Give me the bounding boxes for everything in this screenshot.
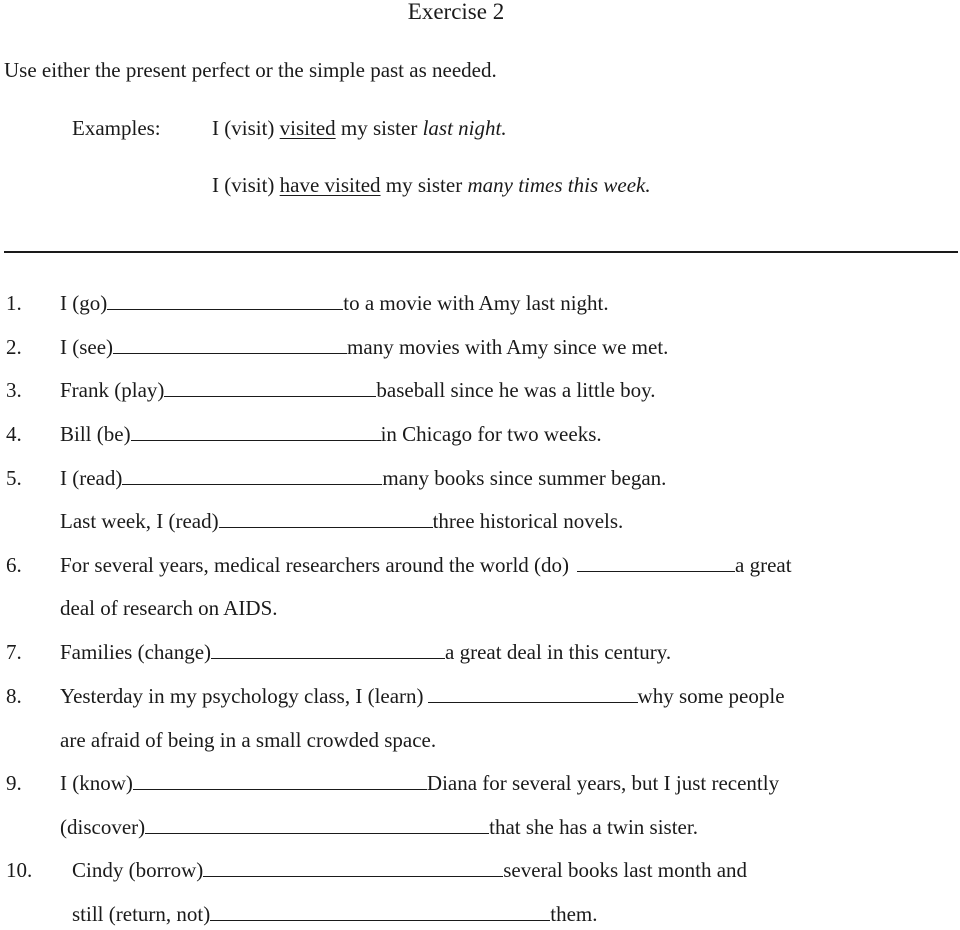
example-2-prompt: I (visit): [212, 173, 275, 197]
answer-blank[interactable]: [211, 642, 445, 659]
item-prompt: Last week, I (read): [60, 509, 219, 533]
answer-blank[interactable]: [219, 511, 433, 528]
item-prompt: Yesterday in my psychology class, I (learn): [60, 684, 424, 708]
divider-line: [4, 251, 958, 253]
item-continuation: baseball since he was a little boy.: [376, 378, 656, 402]
item-number: 6.: [6, 553, 22, 577]
examples-label: Examples:: [72, 116, 161, 140]
answer-blank[interactable]: [164, 380, 376, 397]
example-1: [212, 118, 507, 139]
exercise-item-8: [60, 686, 785, 707]
answer-blank[interactable]: [131, 424, 381, 441]
example-1-answer: visited: [279, 116, 336, 140]
item-continuation: many movies with Amy since we met.: [347, 335, 669, 359]
exercise-item-9b: [60, 817, 698, 838]
item-number: 9.: [6, 771, 22, 795]
item-prompt: I (know): [60, 771, 133, 795]
item-prompt: Frank (play): [60, 378, 165, 402]
item-prompt: I (read): [60, 466, 123, 490]
item-continuation: Diana for several years, but I just recently: [426, 771, 780, 795]
item-continuation: a great: [735, 553, 792, 577]
instructions: Use either the present perfect or the simple past as needed.: [4, 58, 497, 82]
item-number: 10.: [6, 858, 33, 882]
item-prompt: (discover): [60, 815, 146, 839]
item-number: 1.: [6, 291, 22, 315]
answer-blank[interactable]: [133, 773, 427, 790]
exercise-item-9: [60, 773, 779, 794]
example-1-time: last night.: [422, 116, 507, 140]
item-prompt: Bill (be): [60, 422, 131, 446]
exercise-item-10b: [72, 904, 597, 925]
exercise-item-1: [60, 293, 609, 314]
item-prompt: Families (change): [60, 640, 212, 664]
exercise-item-6-cont: deal of research on AIDS.: [60, 596, 278, 620]
exercise-item-10: [72, 860, 747, 881]
item-prompt: For several years, medical researchers around the world (do): [60, 553, 570, 577]
exercise-item-7: [60, 642, 671, 663]
item-prompt: I (go): [60, 291, 108, 315]
item-number: 5.: [6, 466, 22, 490]
example-2: [212, 175, 651, 196]
item-continuation: three historical novels.: [432, 509, 624, 533]
example-1-prompt: I (visit): [212, 116, 275, 140]
exercise-item-5: [60, 468, 666, 489]
item-number: 7.: [6, 640, 22, 664]
exercise-item-4: [60, 424, 602, 445]
exercise-item-3: [60, 380, 656, 401]
item-continuation: that she has a twin sister.: [489, 815, 698, 839]
example-1-object: my sister: [340, 116, 418, 140]
item-continuation: to a movie with Amy last night.: [343, 291, 609, 315]
item-continuation: why some people: [637, 684, 785, 708]
answer-blank[interactable]: [107, 293, 343, 310]
item-number: 2.: [6, 335, 22, 359]
answer-blank[interactable]: [428, 686, 638, 703]
answer-blank[interactable]: [203, 860, 503, 877]
item-continuation: a great deal in this century.: [445, 640, 672, 664]
exercise-item-8-cont: are afraid of being in a small crowded space.: [60, 728, 437, 752]
item-number: 4.: [6, 422, 22, 446]
example-2-answer: have visited: [279, 173, 381, 197]
example-2-time: many times this week.: [467, 173, 651, 197]
exercise-item-5b: [60, 511, 623, 532]
answer-blank[interactable]: [122, 468, 382, 485]
item-prompt: still (return, not): [72, 902, 211, 926]
item-continuation: them.: [550, 902, 598, 926]
answer-blank[interactable]: [210, 904, 550, 921]
item-prompt: I (see): [60, 335, 114, 359]
answer-blank[interactable]: [145, 817, 489, 834]
answer-blank[interactable]: [113, 337, 347, 354]
item-continuation: several books last month and: [503, 858, 748, 882]
exercise-item-6: [60, 555, 792, 576]
item-continuation: in Chicago for two weeks.: [380, 422, 602, 446]
item-number: 8.: [6, 684, 22, 708]
item-prompt: Cindy (borrow): [72, 858, 204, 882]
answer-blank[interactable]: [577, 555, 735, 572]
item-continuation: many books since summer began.: [382, 466, 667, 490]
page-title: Exercise 2: [407, 0, 505, 24]
exercise-item-2: [60, 337, 668, 358]
item-number: 3.: [6, 378, 22, 402]
example-2-object: my sister: [385, 173, 463, 197]
